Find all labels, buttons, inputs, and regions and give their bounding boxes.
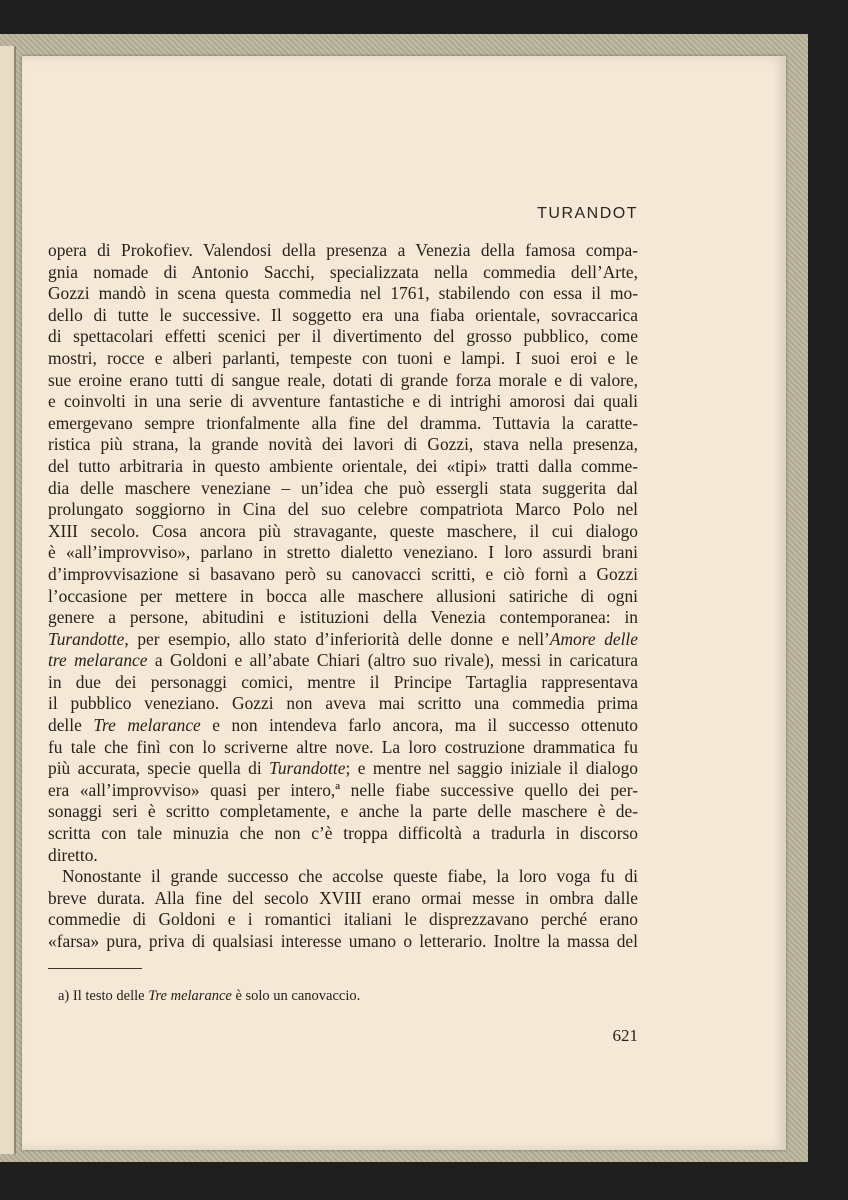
- text-line: ristica più strana, la grande novità dei lavori di Gozzi, stava nella presenza,: [48, 434, 638, 455]
- text-line: sonaggi seri è scritto completamente, e anche la parte delle maschere è de-: [48, 801, 638, 822]
- footnote-rule: [48, 968, 142, 969]
- page-number: 621: [612, 1026, 638, 1045]
- text-line: XIII secolo. Cosa ancora più stravagante, queste maschere, il cui dialogo: [48, 520, 638, 541]
- text-line: l’occasione per mettere in bocca alle maschere allusioni satiriche di ogni: [48, 585, 638, 606]
- text-line: il pubblico veneziano. Gozzi non aveva mai scritto una commedia prima: [48, 693, 638, 714]
- book-page: [22, 56, 786, 1150]
- text-line: prolungato soggiorno in Cina del suo celebre compatriota Marco Polo nel: [48, 499, 638, 520]
- text-line: dia delle maschere veneziane – un’idea che può essergli stata suggerita dal: [48, 477, 638, 498]
- facing-page-edge: [0, 46, 16, 1154]
- text-line: emergevano sempre trionfalmente alla fine del dramma. Tuttavia la caratte-: [48, 412, 638, 433]
- text-line: del tutto arbitraria in questo ambiente orientale, dei «tipi» tratti dalla comme-: [48, 455, 638, 476]
- text-line: più accurata, specie quella di Turandotte; e mentre nel saggio iniziale il dialogo: [48, 758, 638, 779]
- text-line: «farsa» pura, priva di qualsiasi interesse umano o letterario. Inoltre la massa del: [48, 931, 638, 951]
- text-line: dello di tutte le successive. Il soggetto era una fiaba orientale, sovraccarica: [48, 304, 638, 325]
- text-line: genere a persone, abitudini e istituzioni della Venezia contemporanea: in: [48, 607, 638, 628]
- body-text: [48, 240, 638, 953]
- running-head: TURANDOT: [537, 205, 638, 222]
- text-line: scritta con tale minuzia che non c’è troppa difficoltà a tradurla in discorso: [48, 823, 638, 844]
- text-line: di spettacolari effetti scenici per il divertimento del grosso pubblico, come: [48, 326, 638, 347]
- text-line: mostri, rocce e alberi parlanti, tempeste con tuoni e lampi. I suoi eroi e le: [48, 347, 638, 368]
- footnote: a) Il testo delle Tre melarance è solo un canovaccio.: [58, 988, 361, 1004]
- text-line: delle Tre melarance e non intendeva farlo ancora, ma il successo ottenuto: [48, 715, 638, 736]
- text-line: Turandotte, per esempio, allo stato d’inferiorità delle donne e nell’Amore delle: [48, 628, 638, 649]
- text-line: breve durata. Alla fine del secolo XVIII erano ormai messe in ombra dalle: [48, 887, 638, 908]
- text-line: Nonostante il grande successo che accolse queste fiabe, la loro voga fu di: [62, 866, 638, 887]
- text-line: d’improvvisazione si basavano però su canovacci scritti, e ciò fornì a Gozzi: [48, 563, 638, 584]
- text-line: in due dei personaggi comici, mentre il Principe Tartaglia rappresentava: [48, 671, 638, 692]
- text-line: sue eroine erano tutti di sangue reale, dotati di grande forza morale e di valore,: [48, 369, 638, 390]
- text-line: era «all’improvviso» quasi per intero,ª nelle fiabe successive quello dei per-: [48, 779, 638, 800]
- text-line: tre melarance a Goldoni e all’abate Chiari (altro suo rivale), messi in caricatura: [48, 650, 638, 671]
- text-line: e coinvolti in una serie di avventure fantastiche e di intrighi amorosi dai quali: [48, 391, 638, 412]
- text-line: opera di Prokofiev. Valendosi della presenza a Venezia della famosa compa-: [48, 240, 638, 260]
- text-line: gnia nomade di Antonio Sacchi, specializzata nella commedia dell’Arte,: [48, 261, 638, 282]
- text-line: fu tale che finì con lo scriverne altre nove. La loro costruzione drammatica fu: [48, 736, 638, 757]
- text-line: è «all’improvviso», parlano in stretto dialetto veneziano. I loro assurdi brani: [48, 542, 638, 563]
- text-line: Gozzi mandò in scena questa commedia nel 1761, stabilendo con essa il mo-: [48, 283, 638, 304]
- text-line: commedie di Goldoni e i romantici italiani le disprezzavano perché erano: [48, 909, 638, 930]
- text-line: diretto.: [48, 844, 98, 865]
